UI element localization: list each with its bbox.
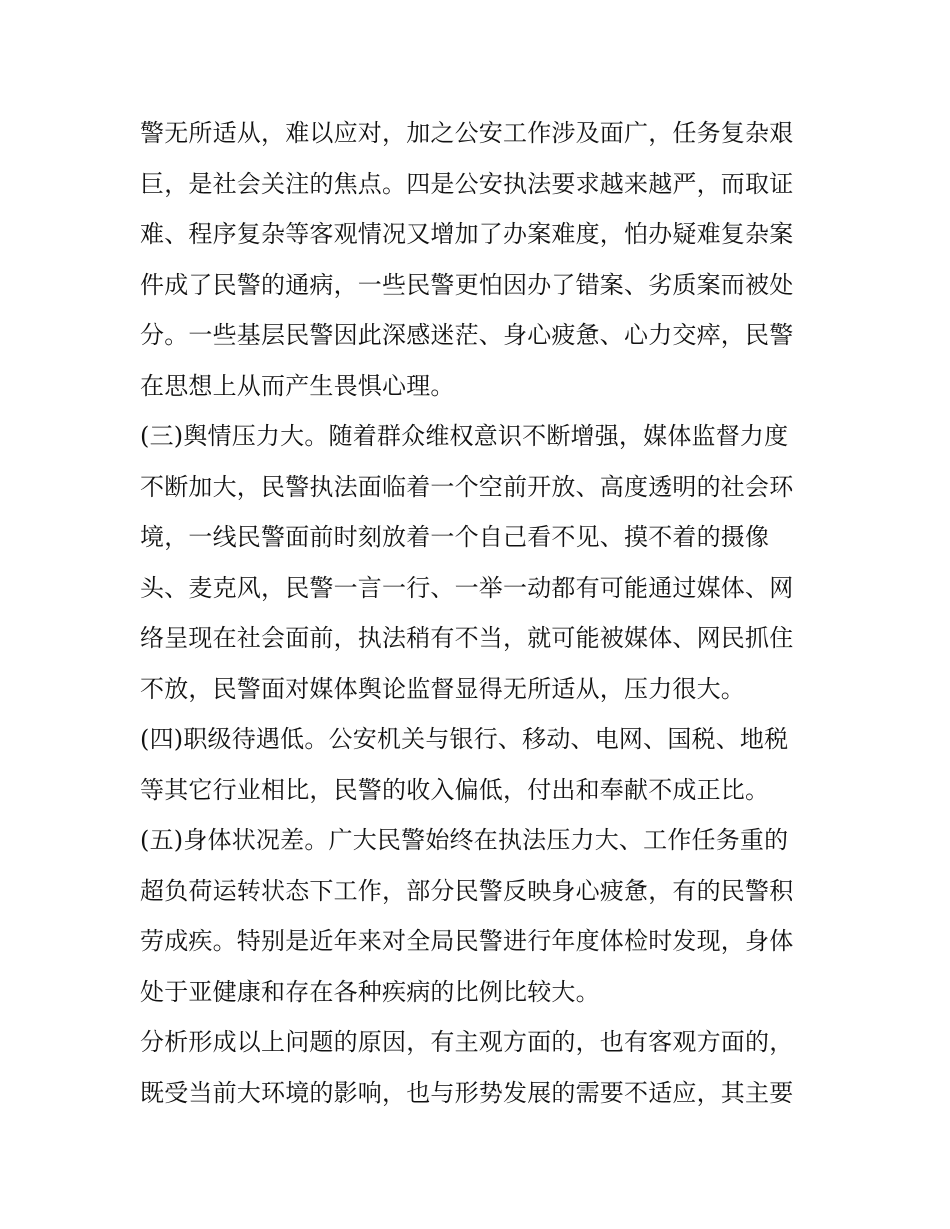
section-heading-line: (五)身体状况差。广大民警始终在执法压力大、工作任务重的 xyxy=(140,826,789,854)
text-line: 巨，是社会关注的焦点。四是公安执法要求越来越严，而取证 xyxy=(140,169,794,198)
text-line: 境，一线民警面前时刻放着一个自己看不见、摸不着的摄像 xyxy=(140,523,770,551)
paragraph-line: 分析形成以上问题的原因，有主观方面的，也有客观方面的， xyxy=(140,1028,794,1056)
text-line: 难、程序复杂等客观情况又增加了办案难度，怕办疑难复杂案 xyxy=(140,220,794,248)
text-line: 分。一些基层民警因此深感迷茫、身心疲惫、心力交瘁，民警 xyxy=(140,321,794,349)
text-line: 在思想上从而产生畏惧心理。 xyxy=(140,371,455,400)
text-line: 警无所适从，难以应对，加之公安工作涉及面广，任务复杂艰 xyxy=(140,119,794,147)
text-line: 头、麦克风，民警一言一行、一举一动都有可能通过媒体、网 xyxy=(140,573,794,602)
text-line: 件成了民警的通病，一些民警更怕因办了错案、劣质案而被处 xyxy=(140,270,794,299)
text-line: 既受当前大环境的影响，也与形势发展的需要不适应，其主要 xyxy=(140,1078,794,1107)
text-line: 处于亚健康和存在各种疾病的比例比较大。 xyxy=(140,977,600,1006)
text-line: 超负荷运转状态下工作，部分民警反映身心疲惫，有的民警积 xyxy=(140,876,794,905)
section-heading-line: (四)职级待遇低。公安机关与银行、移动、电网、国税、地税 xyxy=(140,725,789,753)
body-text xyxy=(140,108,820,1118)
text-line: 不放，民警面对媒体舆论监督显得无所适从，压力很大。 xyxy=(140,674,745,703)
text-line: 等其它行业相比，民警的收入偏低，付出和奉献不成正比。 xyxy=(140,775,770,804)
text-line: 劳成疾。特别是近年来对全局民警进行年度体检时发现，身体 xyxy=(140,927,794,955)
text-line: 络呈现在社会面前，执法稍有不当，就可能被媒体、网民抓住 xyxy=(140,624,794,652)
text-line: 不断加大，民警执法面临着一个空前开放、高度透明的社会环 xyxy=(140,472,794,501)
section-heading-line: (三)舆情压力大。随着群众维权意识不断增强，媒体监督力度 xyxy=(140,422,789,450)
